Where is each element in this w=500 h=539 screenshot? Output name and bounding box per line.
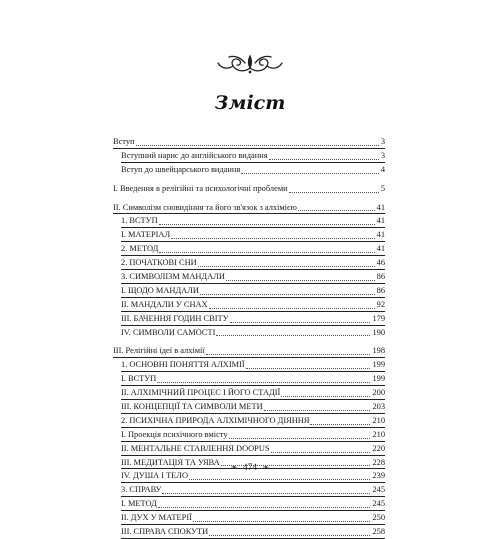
toc-entry-page: 41 xyxy=(376,202,385,212)
toc-entry-label: ІІІ. МЕДИТАЦІЯ ТА УЯВА xyxy=(121,457,220,467)
toc-dot-leader xyxy=(264,396,371,411)
toc-entry-page: 5 xyxy=(380,183,385,193)
toc-entry-label: ІІ. ДУХ У МАТЕРІЇ xyxy=(121,513,192,523)
toc-dot-leader xyxy=(241,159,379,174)
toc-entry-label: ІІІ. СПРАВА СПОКУТИ xyxy=(121,527,209,537)
toc-dot-leader xyxy=(246,354,371,369)
toc-entry-page: 228 xyxy=(372,457,385,467)
toc-entry-label: 2. МЕТОД xyxy=(121,244,159,254)
toc-entry-label: 3. СПРАВУ xyxy=(121,485,162,495)
toc-dot-leader xyxy=(216,322,370,337)
toc-entry-label: Вступ xyxy=(113,136,135,146)
toc-dot-leader xyxy=(136,131,379,146)
table-of-contents xyxy=(113,135,385,539)
toc-entry-page: 210 xyxy=(372,429,385,439)
toc-entry-page: 258 xyxy=(372,527,385,537)
toc-entry-label: 1. ВСТУП xyxy=(121,216,158,226)
toc-entry-page: 203 xyxy=(372,402,385,412)
toc-entry-label: Вступний нарис до англійського видання xyxy=(121,150,268,160)
toc-dot-leader xyxy=(226,266,375,281)
toc-dot-leader xyxy=(157,368,370,383)
toc-entry-page: 199 xyxy=(372,374,385,384)
toc-dot-leader xyxy=(193,507,371,522)
toc-entry-page: 92 xyxy=(376,299,385,309)
page-footer xyxy=(0,463,500,473)
toc-entry-page: 200 xyxy=(372,388,385,398)
toc-entry xyxy=(113,326,385,340)
toc-dot-leader xyxy=(289,178,379,193)
toc-entry-label: ІІІ. Релігійні ідеї в алхімії xyxy=(113,346,205,356)
toc-entry-page: 86 xyxy=(376,272,385,281)
decorative-flourish-icon xyxy=(215,52,285,76)
toc-entry-page: 199 xyxy=(372,360,385,370)
toc-entry xyxy=(113,182,385,196)
toc-entry xyxy=(113,163,385,177)
toc-entry-label: ІІ. МАНДАЛИ У СНАХ xyxy=(121,299,208,309)
toc-entry-label: І. МАТЕРІАЛ xyxy=(121,230,171,240)
toc-entry-label: І. ВСТУП xyxy=(121,374,157,384)
toc-entry xyxy=(113,525,385,539)
footer-ornament-right-icon: ❧ xyxy=(262,463,270,472)
toc-entry-page: 3 xyxy=(380,150,385,160)
toc-dot-leader xyxy=(281,382,370,397)
toc-entry-page: 41 xyxy=(376,230,385,240)
toc-entry-label: 2. ПСИХІЧНА ПРИРОДА АЛХІМІЧНОГО ДІЯННЯ xyxy=(121,415,310,425)
toc-entry-page: 239 xyxy=(372,471,385,481)
toc-entry-label: IV. СИМВОЛИ САМОСТІ xyxy=(121,327,216,337)
toc-entry-page: 245 xyxy=(372,485,385,495)
toc-dot-leader xyxy=(209,521,370,536)
toc-entry-page: 41 xyxy=(376,216,385,226)
toc-dot-leader xyxy=(158,493,371,508)
toc-entry-label: І. МЕТОД xyxy=(121,499,157,509)
toc-entry-page: 3 xyxy=(380,136,385,146)
toc-entry-page: 250 xyxy=(372,513,385,523)
toc-dot-leader xyxy=(159,238,374,253)
toc-entry-page: 220 xyxy=(372,443,385,453)
toc-entry-label: ІІ. Символізм сновидіння та його зв'язок з алхімією xyxy=(113,202,297,212)
toc-entry-label: 1. ОСНОВНІ ПОНЯТТЯ АЛХІМІЇ xyxy=(121,360,245,370)
toc-entry-page: 198 xyxy=(372,346,385,356)
toc-entry-label: IV. ДУША І ТЕЛО xyxy=(121,471,189,481)
toc-entry-label: І. Введення в релігійні та психологічні проблеми xyxy=(113,183,288,193)
toc-entry-label: І. ЩОДО МАНДАЛИ xyxy=(121,285,199,295)
toc-entry-page: 190 xyxy=(372,327,385,337)
toc-dot-leader xyxy=(230,308,371,323)
toc-entry-label: ІІ. МЕНТАЛЬНЕ СТАВЛЕННЯ DOOPUS xyxy=(121,443,270,453)
toc-entry-page: 179 xyxy=(372,313,385,323)
page-title: Зміст xyxy=(214,92,286,114)
toc-dot-leader xyxy=(298,197,375,212)
toc-dot-leader xyxy=(310,410,370,425)
toc-entry-label: ІІІ. БАЧЕННЯ ГОДИН СВІТУ xyxy=(121,313,229,323)
toc-dot-leader xyxy=(162,479,370,494)
toc-dot-leader xyxy=(271,438,371,453)
toc-entry-page: 245 xyxy=(372,499,385,509)
toc-entry-label: ІІ. АЛХІМІЧНИЙ ПРОЦЕС І ЙОГО СТАДІЇ xyxy=(121,388,281,398)
toc-entry-label: 3. СИМВОЛІЗМ МАНДАЛИ xyxy=(121,272,225,281)
toc-entry-label: 2. ПОЧАТКОВІ СНИ xyxy=(121,258,197,268)
toc-entry-page: 4 xyxy=(380,164,385,174)
toc-entry-page: 210 xyxy=(372,415,385,425)
toc-entry-label: ІІІ. КОНЦЕПЦІЇ ТА СИМВОЛИ МЕТИ xyxy=(121,402,263,412)
toc-entry-label: І. Проекція психічного вмісту xyxy=(121,429,228,439)
toc-dot-leader xyxy=(159,210,375,225)
toc-dot-leader xyxy=(198,252,375,267)
footer-ornament-left-icon: ❧ xyxy=(230,463,238,472)
toc-dot-leader xyxy=(229,424,371,439)
toc-dot-leader xyxy=(269,145,379,160)
toc-dot-leader xyxy=(200,280,375,295)
page-number: 474 xyxy=(242,463,258,473)
toc-dot-leader xyxy=(171,224,374,239)
toc-entry-label: Вступ до швейцарського видання xyxy=(121,164,241,174)
toc-entry-page: 41 xyxy=(376,244,385,254)
toc-dot-leader xyxy=(206,340,371,355)
toc-entry-page: 86 xyxy=(376,285,385,295)
toc-dot-leader xyxy=(209,294,375,309)
toc-entry-page: 46 xyxy=(376,258,385,268)
